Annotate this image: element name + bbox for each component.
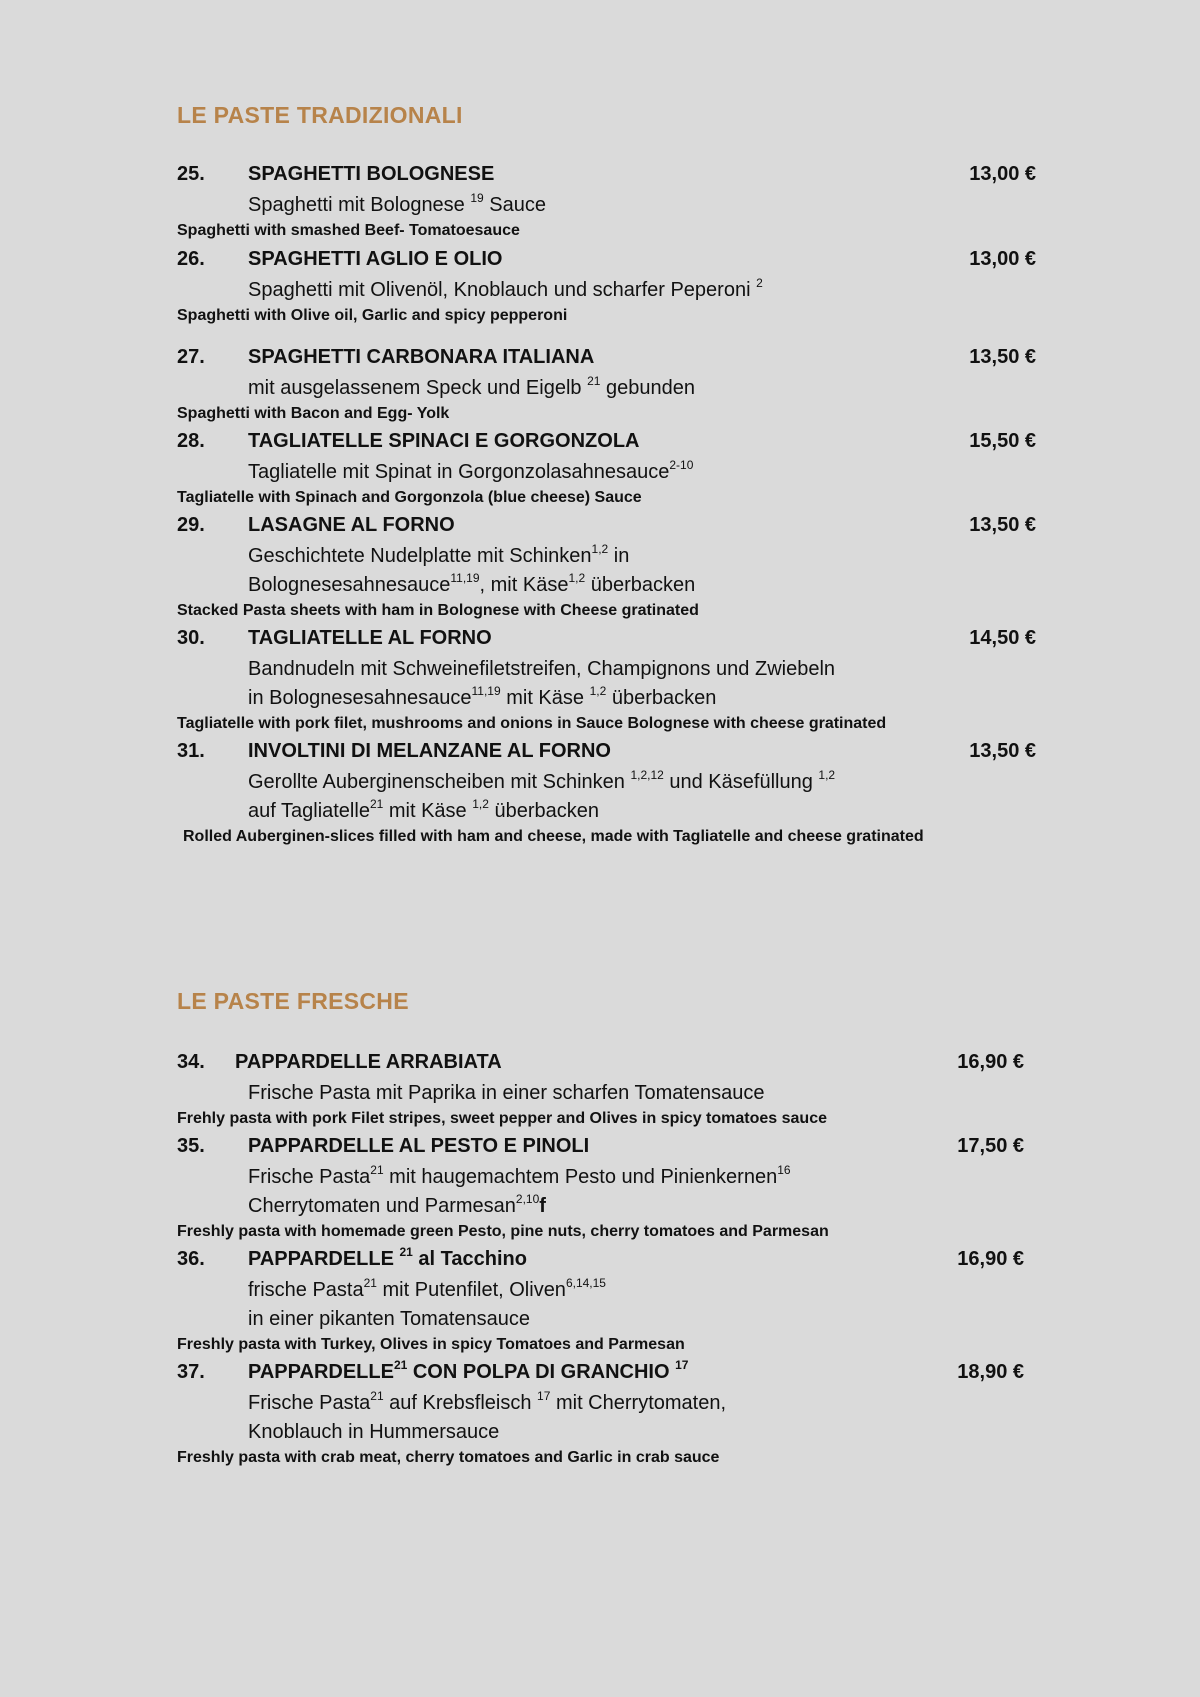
text-segment: und Käsefüllung <box>663 771 819 793</box>
text-segment: PAPPARDELLE ARRABIATA <box>235 1051 502 1073</box>
item-name: LASAGNE AL FORNO <box>248 514 455 536</box>
allergen-superscript: 21 <box>369 797 384 811</box>
allergen-superscript: 21 <box>370 1389 384 1403</box>
text-segment: Knoblauch in Hummersauce <box>248 1421 500 1443</box>
item-price: 13,00 € <box>969 248 1036 270</box>
text-segment: , mit Käse <box>479 574 569 596</box>
item-description-de <box>248 1276 1077 1305</box>
item-number: 37. <box>177 1361 205 1383</box>
text-segment: Bolognesesahnesauce <box>248 574 451 596</box>
item-description-de <box>248 276 1077 305</box>
text-segment: mit Cherrytomaten, <box>550 1392 727 1414</box>
allergen-superscript: 1,2 <box>591 542 609 556</box>
item-name: TAGLIATELLE SPINACI E GORGONZOLA <box>248 430 640 452</box>
item-description-de <box>248 1163 1077 1192</box>
item-price: 16,90 € <box>957 1248 1024 1270</box>
item-description-de <box>248 1079 1077 1108</box>
item-description-de <box>248 655 1077 684</box>
item-name <box>248 1245 527 1271</box>
text-segment: CON POLPA DI GRANCHIO <box>407 1361 676 1383</box>
menu-item-25 <box>177 163 1077 242</box>
text-segment: mit haugemachtem Pesto und Pinienkernen <box>383 1166 778 1188</box>
item-description-de <box>248 374 1077 403</box>
bold-text: f <box>539 1195 546 1217</box>
item-name: SPAGHETTI BOLOGNESE <box>248 163 495 185</box>
item-number: 28. <box>177 430 205 452</box>
item-description-de <box>248 191 1077 220</box>
text-segment: in <box>608 545 630 567</box>
text-segment: Sauce <box>483 194 546 216</box>
text-segment: frische Pasta <box>248 1279 364 1301</box>
allergen-superscript: 1,2 <box>818 768 836 782</box>
item-description-en: Frehly pasta with pork Filet stripes, sweet pepper and Olives in spicy tomatoes sauce <box>177 1110 827 1127</box>
text-segment: überbacken <box>585 574 696 596</box>
item-name: INVOLTINI DI MELANZANE AL FORNO <box>248 740 611 762</box>
allergen-superscript: 17 <box>537 1389 551 1403</box>
text-segment: Spaghetti mit Bolognese <box>248 194 471 216</box>
item-description-en: Tagliatelle with pork filet, mushrooms and onions in Sauce Bolognese with cheese gratinated <box>177 715 887 732</box>
item-name: TAGLIATELLE AL FORNO <box>248 627 492 649</box>
item-name: SPAGHETTI AGLIO E OLIO <box>248 248 503 270</box>
allergen-superscript: 1,2,12 <box>630 768 664 782</box>
item-description-en: Freshly pasta with homemade green Pesto, pine nuts, cherry tomatoes and Parmesan <box>177 1223 829 1240</box>
item-number: 30. <box>177 627 205 649</box>
item-name <box>248 1135 589 1158</box>
item-number: 34. <box>177 1051 205 1073</box>
text-segment: mit Käse <box>383 800 473 822</box>
allergen-superscript: 16 <box>777 1163 791 1177</box>
item-price: 13,50 € <box>969 740 1036 762</box>
text-segment: auf Krebsfleisch <box>383 1392 538 1414</box>
item-name <box>248 1358 689 1384</box>
text-segment: al Tacchino <box>412 1248 527 1270</box>
allergen-superscript: 1,2 <box>472 797 489 811</box>
item-number: 27. <box>177 346 205 368</box>
text-segment: Frische Pasta <box>248 1166 371 1188</box>
item-number: 36. <box>177 1248 205 1270</box>
text-segment: in einer pikanten Tomatensauce <box>248 1308 531 1330</box>
text-segment: in Bolognesesahnesauce <box>248 687 472 709</box>
item-name <box>235 1051 502 1074</box>
text-segment: Frische Pasta mit Paprika in einer scharfen Tomatensauce <box>248 1082 765 1104</box>
item-number: 35. <box>177 1135 205 1157</box>
item-description-de <box>248 684 1077 713</box>
item-description-en: Spaghetti with Bacon and Egg- Yolk <box>177 405 450 422</box>
item-number: 31. <box>177 740 205 762</box>
allergen-superscript: 11,19 <box>471 684 501 698</box>
text-segment: Spaghetti mit Olivenöl, Knoblauch und scharfer Peperoni <box>248 279 757 301</box>
section-title-fresche: LE PASTE FRESCHE <box>177 988 409 1014</box>
item-price: 13,50 € <box>969 514 1036 536</box>
allergen-superscript: 2-10 <box>669 458 694 472</box>
item-description-de <box>248 797 1077 826</box>
text-segment: Gerollte Auberginenscheiben mit Schinken <box>248 771 631 793</box>
text-segment: PAPPARDELLE <box>248 1248 400 1270</box>
menu-item-34 <box>177 1051 1077 1130</box>
item-description-de <box>248 1305 1077 1334</box>
item-description-de <box>248 542 1077 571</box>
text-segment: mit Putenfilet, Oliven <box>376 1279 566 1301</box>
item-description-de <box>248 1418 1077 1447</box>
text-segment: Geschichtete Nudelplatte mit Schinken <box>248 545 592 567</box>
text-segment: auf Tagliatelle <box>248 800 370 822</box>
text-segment: Bandnudeln mit Schweinefiletstreifen, Champignons und Zwiebeln <box>248 658 836 680</box>
text-segment: Frische Pasta <box>248 1392 371 1414</box>
item-price: 17,50 € <box>957 1135 1024 1157</box>
item-number: 29. <box>177 514 205 536</box>
allergen-superscript: 21 <box>393 1358 408 1372</box>
allergen-superscript: 1,2 <box>568 571 586 585</box>
item-description-de <box>248 1389 1077 1418</box>
allergen-superscript: 21 <box>370 1163 384 1177</box>
text-segment: gebunden <box>600 377 695 399</box>
item-price: 15,50 € <box>969 430 1036 452</box>
item-description-en: Spaghetti with smashed Beef- Tomatoesauce <box>177 222 520 239</box>
allergen-superscript: 2 <box>756 276 763 290</box>
menu-item-29 <box>177 514 1077 622</box>
item-price: 14,50 € <box>969 627 1036 649</box>
text-segment: mit Käse <box>500 687 590 709</box>
item-description-de <box>248 1192 1077 1221</box>
menu-item-31 <box>177 740 1077 848</box>
item-price: 13,00 € <box>969 163 1036 185</box>
text-segment: überbacken <box>606 687 717 709</box>
allergen-superscript: 19 <box>470 191 484 205</box>
item-description-en: Rolled Auberginen-slices filled with ham and cheese, made with Tagliatelle and cheese gratinated <box>183 828 924 845</box>
menu-item-30 <box>177 627 1077 735</box>
item-price: 13,50 € <box>969 346 1036 368</box>
section-title-tradizionali: LE PASTE TRADIZIONALI <box>177 102 463 128</box>
item-price: 16,90 € <box>957 1051 1024 1073</box>
menu-item-28 <box>177 430 1077 509</box>
menu-item-26 <box>177 248 1077 327</box>
menu-item-37 <box>177 1358 1077 1469</box>
allergen-superscript: 11,19 <box>450 571 480 585</box>
allergen-superscript: 1,2 <box>589 684 607 698</box>
text-segment: mit ausgelassenem Speck und Eigelb <box>248 377 588 399</box>
menu-item-27 <box>177 346 1077 425</box>
item-description-en: Freshly pasta with Turkey, Olives in spicy Tomatoes and Parmesan <box>177 1336 685 1353</box>
item-description-de <box>248 571 1077 600</box>
item-description-en: Stacked Pasta sheets with ham in Bolognese with Cheese gratinated <box>177 602 699 619</box>
text-segment: PAPPARDELLE <box>248 1361 394 1383</box>
item-description-en: Spaghetti with Olive oil, Garlic and spicy pepperoni <box>177 307 568 324</box>
menu-item-35 <box>177 1135 1077 1243</box>
item-description-en: Tagliatelle with Spinach and Gorgonzola (blue cheese) Sauce <box>177 489 642 506</box>
allergen-superscript: 17 <box>675 1358 689 1372</box>
allergen-superscript: 21 <box>587 374 601 388</box>
menu-item-36 <box>177 1245 1077 1356</box>
text-segment: Tagliatelle mit Spinat in Gorgonzolasahnesauce <box>248 461 670 483</box>
text-segment: PAPPARDELLE AL PESTO E PINOLI <box>248 1135 590 1157</box>
item-description-en: Freshly pasta with crab meat, cherry tomatoes and Garlic in crab sauce <box>177 1449 720 1466</box>
allergen-superscript: 21 <box>399 1245 413 1259</box>
text-segment: überbacken <box>488 800 599 822</box>
allergen-superscript: 6,14,15 <box>565 1276 606 1290</box>
item-price: 18,90 € <box>957 1361 1024 1383</box>
allergen-superscript: 2,10 <box>515 1192 540 1206</box>
item-number: 25. <box>177 163 205 185</box>
item-description-de <box>248 768 1077 797</box>
item-description-de <box>248 458 1077 487</box>
allergen-superscript: 21 <box>363 1276 377 1290</box>
item-number: 26. <box>177 248 205 270</box>
text-segment: Cherrytomaten und Parmesan <box>248 1195 516 1217</box>
item-name: SPAGHETTI CARBONARA ITALIANA <box>248 346 595 368</box>
